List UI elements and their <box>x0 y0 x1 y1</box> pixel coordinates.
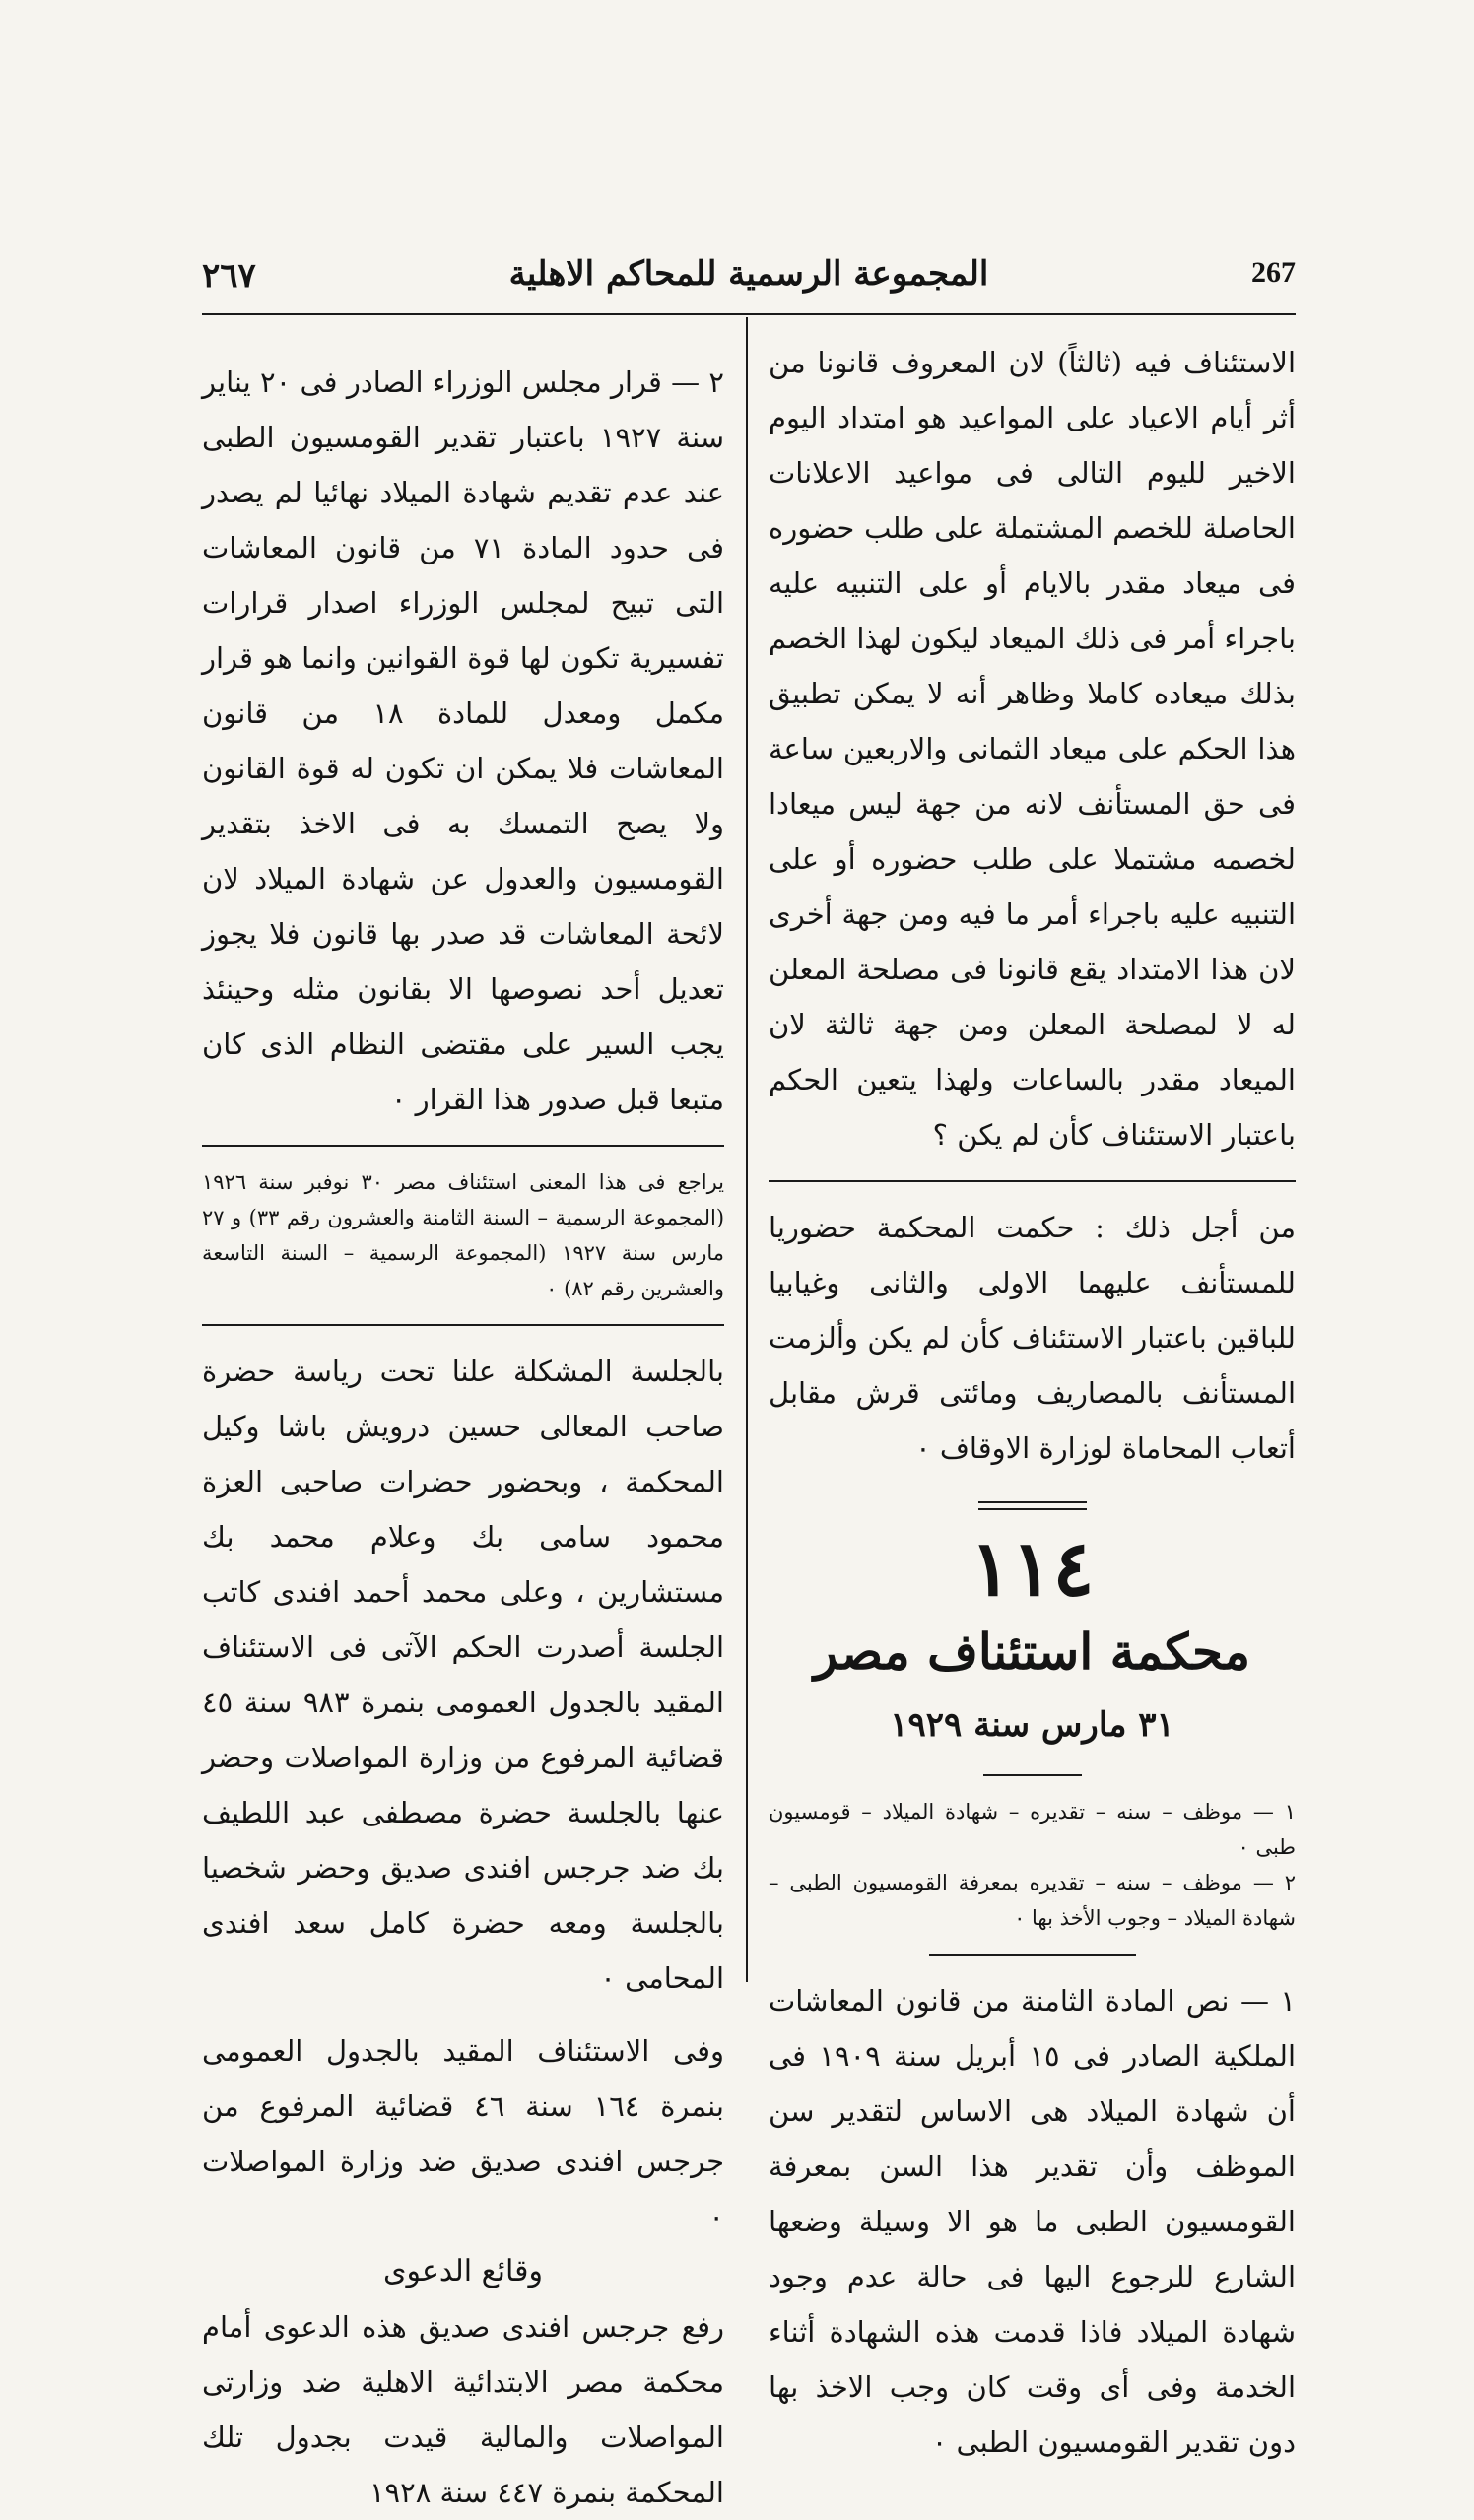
paragraph: بالجلسة المشكلة علنا تحت رياسة حضرة صاحب المعالى حسين درويش باشا وكيل المحكمة ، وبحضور حضرات صاحبى العزة محمود سامى بك وعلام محمد بك مستشارين ، وعلى محمد أحمد افندى كاتب الجلسة أصدرت الحكم الآتى فى الاستئناف المقيد بالجدول العمومى بنمرة ٩٨٣ سنة ٤٥ قضائية المرفوع من وزارة المواصلات وحضر عنها بالجلسة حضرة مصطفى عبد اللطيف بك ضد جرجس افندى صديق وحضر شخصيا بالجلسة ومعه حضرة كامل سعد افندى المحامى ٠ <box>202 1355 724 1995</box>
page-number-latin: 267 <box>1251 256 1296 289</box>
separator <box>202 1324 724 1326</box>
paragraph: الاستئناف فيه (ثالثاً) لان المعروف قانونا من أثر أيام الاعياد على المواعيد هو امتداد اليوم الاخير لليوم التالى فى مواعيد الاعلانات الحاصلة للخصم المشتملة على طلب حضوره فى ميعاد مقدر بالايام أو على التنبيه عليه باجراء أمر فى ذلك الميعاد ليكون لهذا الخصم بذلك ميعاده كاملا وظاهر أنه لا يمكن تطبيق هذا الحكم على ميعاد الثمانى والاربعين ساعة فى حق المستأنف لانه من جهة ليس ميعادا لخصمه مشتملا على طلب حضوره أو على التنبيه عليه باجراء أمر ما فيه ومن جهة أخرى لان هذا الامتداد يقع قانونا فى مصلحة المعلن له لا لمصلحة المعلن ومن جهة ثالثة لان الميعاد مقدر بالساعات ولهذا يتعين الحكم باعتبار الاستئناف كأن لم يكن ؟ <box>769 346 1296 1152</box>
reference-note: يراجع فى هذا المعنى استئناف مصر ٣٠ نوفبر سنة ١٩٢٦ (المجموعة الرسمية – السنة الثامنة والعشرون رقم ٣٣) و ٢٧ مارس سنة ١٩٢٧ (المجموعة الرسمية – السنة التاسعة والعشرين رقم ٨٢) ٠ <box>202 1170 725 1300</box>
summary-item: ١ — موظف – سنه – تقديره – شهادة الميلاد – قومسيون طبى ٠ <box>769 1800 1296 1859</box>
header-rule <box>202 313 1296 315</box>
separator <box>929 1954 1136 1956</box>
paragraph: ١ — نص المادة الثامنة من قانون المعاشات الملكية الصادر فى ١٥ أبريل سنة ١٩٠٩ فى أن شهادة الميلاد هى الاساس لتقدير سن الموظف وأن تقدير هذا السن بمعرفة القومسيون الطبى ما هو الا وسيلة وضعها الشارع للرجوع اليها فى حالة عدم وجود شهادة الميلاد فاذا قدمت هذه الشهادة أثناء الخدمة وفى أى وقت كان وجب الاخذ بها دون تقدير القومسيون الطبى ٠ <box>769 1984 1297 2459</box>
paragraph: وفى الاستئناف المقيد بالجدول العمومى بنمرة ١٦٤ سنة ٤٦ قضائية المرفوع من جرجس افندى صديق ضد وزارة المواصلات ٠ <box>202 2034 724 2233</box>
section-heading: وقائع الدعوى <box>383 2254 543 2288</box>
separator <box>769 1180 1296 1182</box>
case-number: ١١٤ <box>970 1524 1095 1614</box>
paragraph: ٢ — قرار مجلس الوزراء الصادر فى ٢٠ يناير سنة ١٩٢٧ باعتبار تقدير القومسيون الطبى عند عدم تقديم شهادة الميلاد نهائيا لم يصدر فى حدود المادة ٧١ من قانون المعاشات التى تبيح لمجلس الوزراء اصدار قرارات تفسيرية تكون لها قوة القوانين وانما هو قرار مكمل ومعدل للمادة ١٨ من قانون المعاشات فلا يمكن ان تكون له قوة القانون ولا يصح التمسك به فى الاخذ بتقدير القومسيون والعدول عن شهادة الميلاد لان لائحة المعاشات قد صدر بها قانون فلا يجوز تعديل أحد نصوصها الا بقانون مثله وحينئذ يجب السير على مقتضى النظام الذى كان متبعا قبل صدور هذا القرار ٠ <box>202 365 724 1116</box>
right-column <box>769 335 1296 2470</box>
page-header <box>202 254 1296 303</box>
separator <box>983 1774 1082 1776</box>
court-name: محكمة استئناف مصر <box>813 1623 1251 1681</box>
paragraph: رفع جرجس افندى صديق هذه الدعوى أمام محكمة مصر الابتدائية الاهلية ضد وزارتى المواصلات والمالية قيدت بجدول تلك المحكمة بنمرة ٤٤٧ سنة ١٩٢٨ <box>202 2310 724 2509</box>
journal-title: المجموعة الرسمية للمحاكم الاهلية <box>508 254 989 294</box>
page-number-arabic: ٢٦٧ <box>202 256 256 296</box>
separator <box>202 1145 724 1147</box>
paragraph: من أجل ذلك : حكمت المحكمة حضوريا للمستأنف عليهما الاولى والثانى وغيابيا للباقين باعتبار الاستئناف كأن لم يكن وألزمت المستأنف بالمصاريف ومائتى قرش مقابل أتعاب المحاماة لوزارة الاوقاف ٠ <box>769 1211 1296 1465</box>
double-rule <box>978 1501 1087 1510</box>
judgment-date: ٣١ مارس سنة ١٩٢٩ <box>890 1705 1174 1745</box>
left-column <box>202 355 724 2520</box>
column-divider <box>746 317 748 1982</box>
summary-item: ٢ — موظف – سنه – تقديره بمعرفة القومسيون الطبى – شهادة الميلاد – وجوب الأخذ بها ٠ <box>769 1871 1296 1930</box>
